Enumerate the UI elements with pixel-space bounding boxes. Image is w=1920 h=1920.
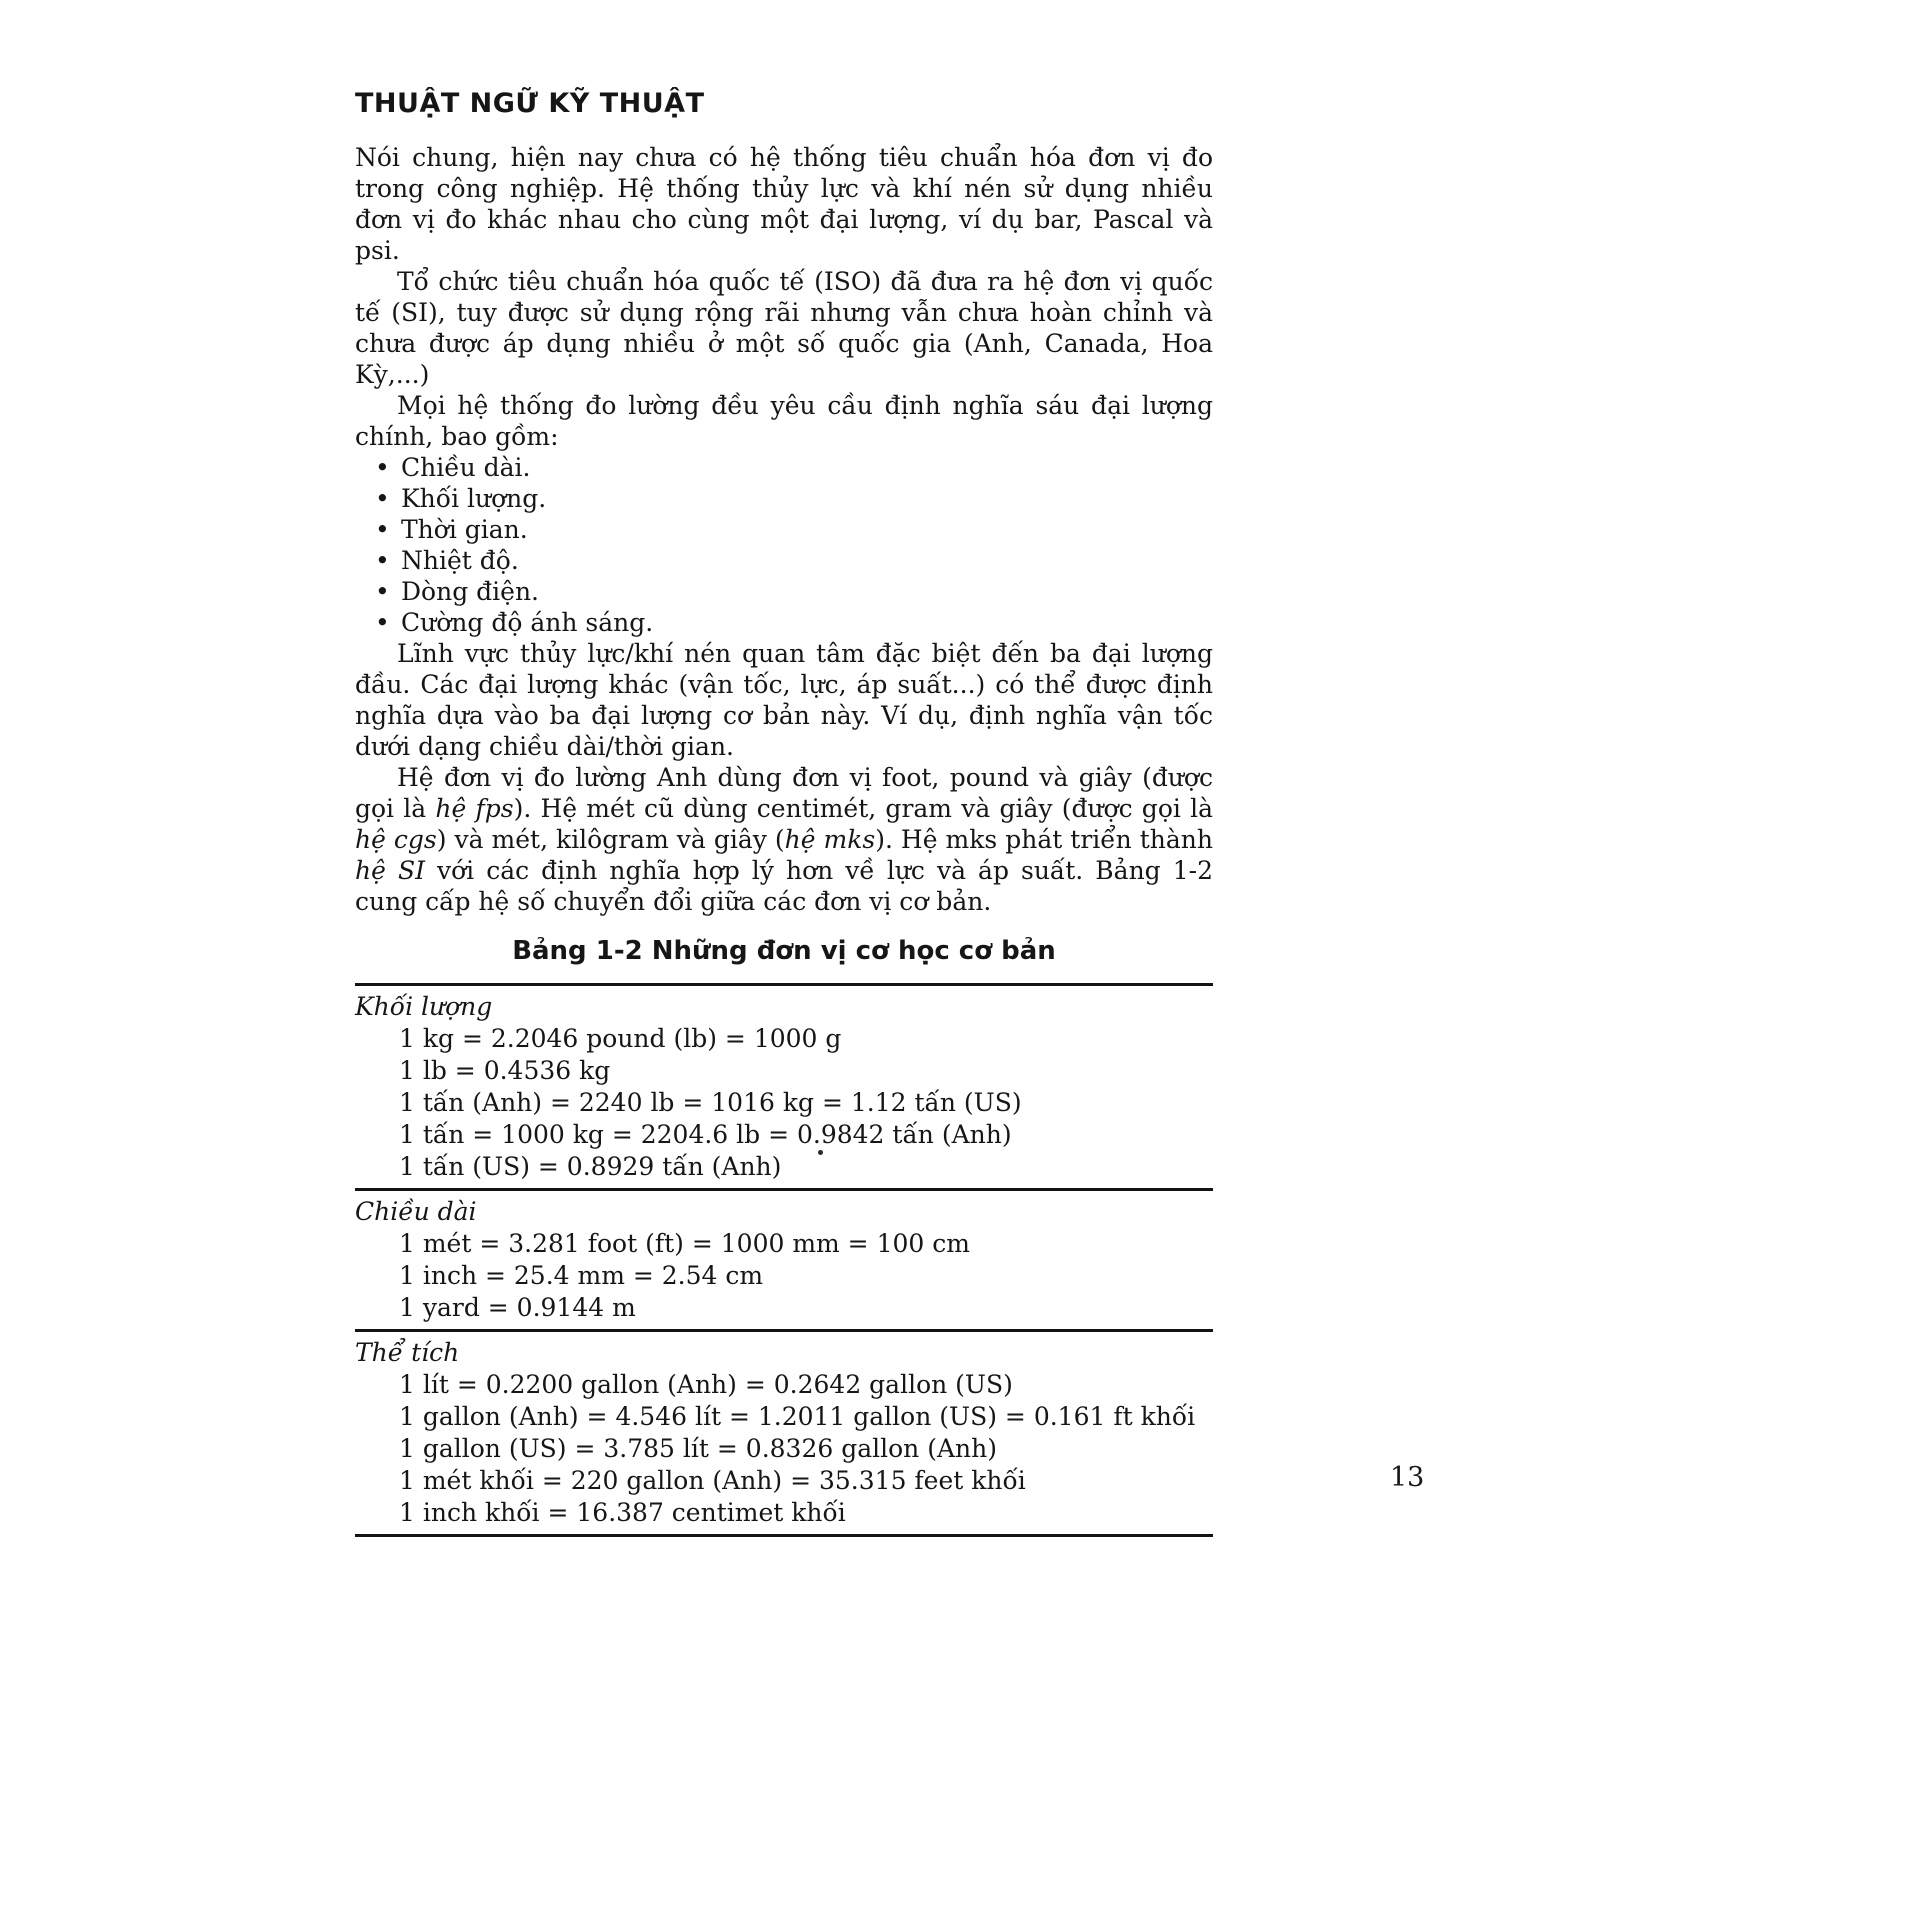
table-section-volume [355, 1337, 1213, 1529]
bullet-icon [375, 452, 401, 483]
table-row: 1 yard = 0.9144 m [399, 1293, 636, 1322]
text-segment-italic: hệ cgs [355, 825, 437, 854]
text-column [355, 88, 1213, 1542]
bullet-item [355, 452, 1213, 483]
paragraph-iso: Tổ chức tiêu chuẩn hóa quốc tế (ISO) đã đưa ra hệ đơn vị quốc tế (SI), tuy được sử dụng rộng rãi nhưng vẫn chưa hoàn chỉnh và chưa được áp dụng nhiều ở một số quốc gia (Anh, Canada, Hoa Kỳ,...) [355, 267, 1213, 389]
bullet-text: Khối lượng. [401, 484, 547, 513]
table-section-length [355, 1196, 1213, 1324]
table-row: 1 mét = 3.281 foot (ft) = 1000 mm = 100 cm [399, 1229, 970, 1258]
bullet-text: Cường độ ánh sáng. [401, 608, 654, 637]
bullet-item [355, 483, 1213, 514]
table-row: 1 gallon (US) = 3.785 lít = 0.8326 gallon (Anh) [399, 1434, 997, 1463]
table-row: 1 lb = 0.4536 kg [399, 1056, 611, 1085]
bullet-text: Thời gian. [401, 515, 528, 544]
text-segment: ). Hệ mét cũ dùng centimét, gram và giây (được gọi là [513, 794, 1213, 823]
table-row: 1 tấn (Anh) = 2240 lb = 1016 kg = 1.12 tấn (US) [399, 1088, 1022, 1117]
text-segment-italic: hệ mks [784, 825, 876, 854]
paragraph-three-quantities: Lĩnh vực thủy lực/khí nén quan tâm đặc biệt đến ba đại lượng đầu. Các đại lượng khác (vận tốc, lực, áp suất...) có thể được định nghĩa dựa vào ba đại lượng cơ bản này. Ví dụ, định nghĩa vận tốc dưới dạng chiều dài/thời gian. [355, 639, 1213, 761]
table-rule [355, 1329, 1213, 1332]
table-row: 1 lít = 0.2200 gallon (Anh) = 0.2642 gallon (US) [399, 1370, 1013, 1399]
bullet-item [355, 607, 1213, 638]
text-segment: Hệ đơn vị đo lường Anh dùng đơn vị foot, pound và giây (được gọi là [355, 763, 1213, 823]
table-title: Bảng 1-2 Những đơn vị cơ học cơ bản [512, 936, 1056, 966]
bullet-list [355, 452, 1213, 638]
scan-artifact-dot [818, 1150, 823, 1155]
bullet-icon [375, 483, 401, 514]
bullet-text: Chiều dài. [401, 453, 531, 482]
table-row: 1 tấn = 1000 kg = 2204.6 lb = 0.9842 tấn (Anh) [399, 1120, 1012, 1149]
units-table [355, 983, 1213, 1537]
bullet-icon [375, 607, 401, 638]
text-segment: ) và mét, kilôgram và giây ( [436, 825, 785, 854]
table-row: 1 inch = 25.4 mm = 2.54 cm [399, 1261, 764, 1290]
table-row: 1 gallon (Anh) = 4.546 lít = 1.2011 gallon (US) = 0.161 ft khối [399, 1402, 1196, 1431]
bullet-item [355, 545, 1213, 576]
page-header: THUẬT NGỮ KỸ THUẬT [355, 88, 705, 119]
bullet-icon [375, 514, 401, 545]
table-rule [355, 983, 1213, 986]
bullet-item [355, 576, 1213, 607]
section-heading: Khối lượng [355, 992, 493, 1021]
bullet-text: Dòng điện. [401, 577, 539, 606]
bullet-item [355, 514, 1213, 545]
text-segment-italic: hệ fps [435, 794, 514, 823]
table-rule [355, 1188, 1213, 1191]
text-segment: với các định nghĩa hợp lý hơn về lực và áp suất. Bảng 1-2 cung cấp hệ số chuyển đổi giữa các đơn vị cơ bản. [355, 856, 1213, 916]
bullet-icon [375, 545, 401, 576]
paragraph-intro: Nói chung, hiện nay chưa có hệ thống tiêu chuẩn hóa đơn vị đo trong công nghiệp. Hệ thống thủy lực và khí nén sử dụng nhiều đơn vị đo khác nhau cho cùng một đại lượng, ví dụ bar, Pascal và psi. [355, 143, 1213, 265]
table-section-mass [355, 991, 1213, 1183]
page-number: 13 [1390, 1462, 1425, 1493]
table-rule [355, 1534, 1213, 1537]
table-row: 1 mét khối = 220 gallon (Anh) = 35.315 feet khối [399, 1466, 1026, 1495]
text-segment: ). Hệ mks phát triển thành [875, 825, 1214, 854]
bullet-icon [375, 576, 401, 607]
bullet-text: Nhiệt độ. [401, 546, 519, 575]
paragraph-unit-systems [355, 762, 1213, 917]
text-segment-italic: hệ SI [355, 856, 425, 885]
table-row: 1 inch khối = 16.387 centimet khối [399, 1498, 846, 1527]
table-row: 1 tấn (US) = 0.8929 tấn (Anh) [399, 1152, 782, 1181]
paragraph-quantities: Mọi hệ thống đo lường đều yêu cầu định nghĩa sáu đại lượng chính, bao gồm: [355, 391, 1213, 451]
section-heading: Thể tích [355, 1338, 460, 1367]
table-row: 1 kg = 2.2046 pound (lb) = 1000 g [399, 1024, 842, 1053]
section-heading: Chiều dài [355, 1197, 477, 1226]
